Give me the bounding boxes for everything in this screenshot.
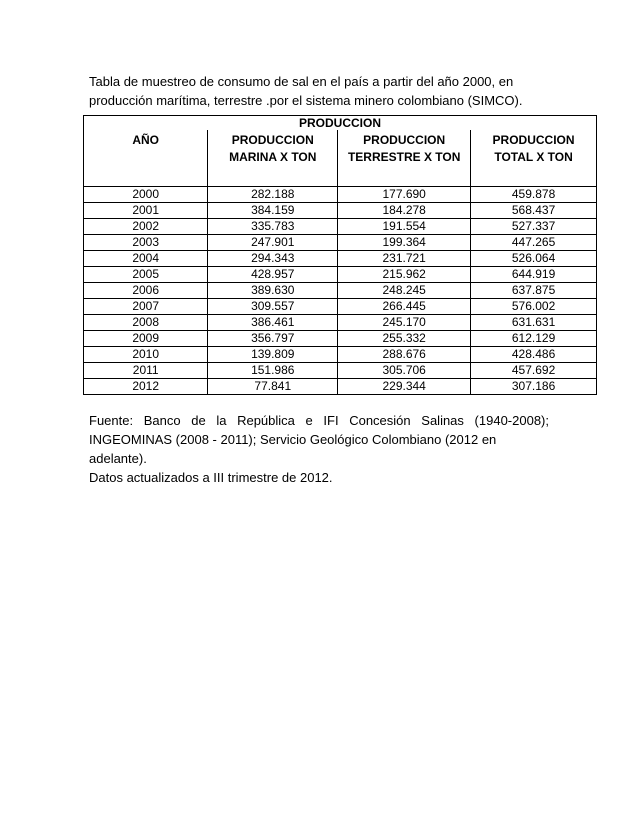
cell-marine: 77.841 [208, 379, 338, 395]
cell-land: 255.332 [338, 331, 471, 347]
cell-marine: 356.797 [208, 331, 338, 347]
cell-land: 288.676 [338, 347, 471, 363]
table-row [84, 379, 597, 395]
cell-land: 305.706 [338, 363, 471, 379]
cell-marine: 309.557 [208, 299, 338, 315]
cell-year: 2006 [84, 283, 208, 299]
cell-year: 2003 [84, 235, 208, 251]
cell-year: 2007 [84, 299, 208, 315]
cell-year: 2008 [84, 315, 208, 331]
header-total [471, 130, 597, 187]
intro-paragraph [89, 72, 559, 110]
cell-land: 231.721 [338, 251, 471, 267]
table-super-header-row [84, 116, 597, 131]
cell-year: 2012 [84, 379, 208, 395]
cell-land: 229.344 [338, 379, 471, 395]
cell-total: 644.919 [471, 267, 597, 283]
cell-land: 248.245 [338, 283, 471, 299]
cell-marine: 294.343 [208, 251, 338, 267]
table-row [84, 267, 597, 283]
cell-year: 2010 [84, 347, 208, 363]
cell-total: 576.002 [471, 299, 597, 315]
table-row [84, 347, 597, 363]
cell-total: 527.337 [471, 219, 597, 235]
cell-year: 2005 [84, 267, 208, 283]
table-row [84, 331, 597, 347]
cell-year: 2004 [84, 251, 208, 267]
cell-marine: 247.901 [208, 235, 338, 251]
cell-marine: 151.986 [208, 363, 338, 379]
cell-marine: 389.630 [208, 283, 338, 299]
cell-total: 459.878 [471, 187, 597, 203]
cell-total: 457.692 [471, 363, 597, 379]
salt-production-table [83, 115, 597, 395]
cell-land: 184.278 [338, 203, 471, 219]
header-year: AÑO [84, 130, 208, 187]
cell-total: 447.265 [471, 235, 597, 251]
cell-land: 177.690 [338, 187, 471, 203]
cell-land: 191.554 [338, 219, 471, 235]
table-row [84, 235, 597, 251]
source-line-2: INGEOMINAS (2008 - 2011); Servicio Geológico Colombiano (2012 en adelante). [89, 432, 497, 466]
cell-land: 199.364 [338, 235, 471, 251]
cell-land: 215.962 [338, 267, 471, 283]
table-row [84, 187, 597, 203]
super-header-produccion: PRODUCCION [84, 116, 597, 131]
cell-total: 526.064 [471, 251, 597, 267]
source-line-1: Fuente: Banco de la República e IFI Concesión Salinas (1940-2008); [89, 413, 549, 428]
table-row [84, 315, 597, 331]
cell-total: 631.631 [471, 315, 597, 331]
table-row [84, 251, 597, 267]
table-row [84, 283, 597, 299]
cell-marine: 282.188 [208, 187, 338, 203]
header-total-text: PRODUCCION TOTAL X TON [492, 133, 575, 164]
cell-year: 2002 [84, 219, 208, 235]
intro-line-1: Tabla de muestreo de consumo de sal en el país a partir del año 2000, en [89, 74, 514, 89]
cell-total: 428.486 [471, 347, 597, 363]
cell-marine: 384.159 [208, 203, 338, 219]
cell-marine: 139.809 [208, 347, 338, 363]
source-line-3: Datos actualizados a III trimestre de 2012. [89, 470, 333, 485]
table-row [84, 203, 597, 219]
header-marine [208, 130, 338, 187]
table-row [84, 219, 597, 235]
table-body [84, 187, 597, 395]
source-paragraph [89, 411, 549, 487]
cell-marine: 428.957 [208, 267, 338, 283]
cell-marine: 335.783 [208, 219, 338, 235]
table-row [84, 363, 597, 379]
header-land-text: PRODUCCION TERRESTRE X TON [347, 133, 461, 164]
cell-total: 568.437 [471, 203, 597, 219]
cell-marine: 386.461 [208, 315, 338, 331]
cell-total: 307.186 [471, 379, 597, 395]
header-marine-text: PRODUCCION MARINA X TON [229, 133, 317, 164]
cell-year: 2009 [84, 331, 208, 347]
cell-land: 266.445 [338, 299, 471, 315]
cell-total: 612.129 [471, 331, 597, 347]
table-row [84, 299, 597, 315]
cell-year: 2001 [84, 203, 208, 219]
header-land [338, 130, 471, 187]
table-header-row [84, 130, 597, 187]
cell-year: 2000 [84, 187, 208, 203]
intro-line-2: producción marítima, terrestre .por el sistema minero colombiano (SIMCO). [89, 93, 523, 108]
cell-land: 245.170 [338, 315, 471, 331]
cell-total: 637.875 [471, 283, 597, 299]
cell-year: 2011 [84, 363, 208, 379]
